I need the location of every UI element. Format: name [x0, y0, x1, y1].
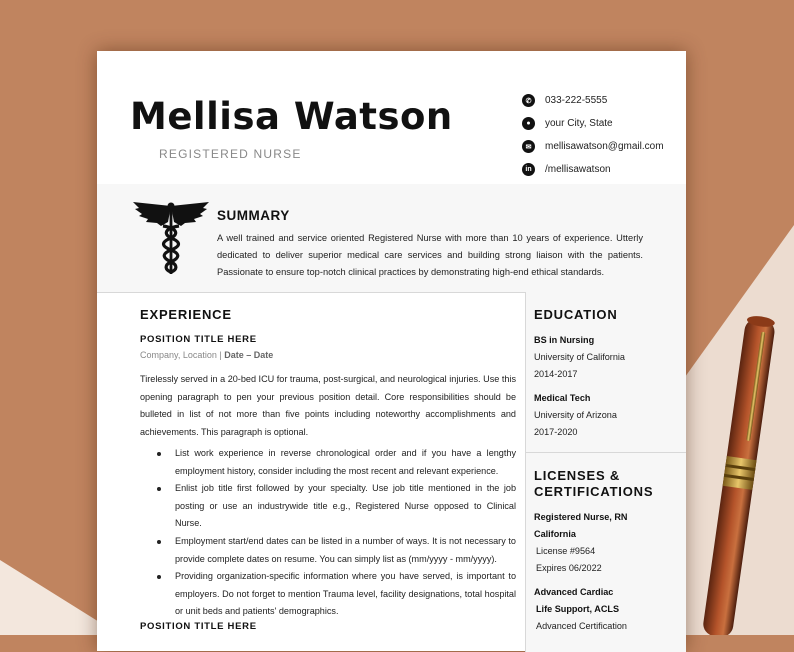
license-name-2b: Life Support, ACLS	[536, 604, 620, 614]
phone-icon: ✆	[522, 94, 535, 107]
candidate-title: REGISTERED NURSE	[159, 147, 302, 161]
location-pin-icon: ●	[522, 117, 535, 130]
summary-heading: SUMMARY	[217, 208, 290, 223]
position-title: POSITION TITLE HERE	[140, 334, 257, 345]
education-heading: EDUCATION	[534, 307, 618, 322]
linkedin-icon: in	[522, 163, 535, 176]
contact-email-text: mellisawatson@gmail.com	[545, 141, 664, 152]
date-range: Date – Date	[224, 350, 274, 360]
licenses-heading-line1: LICENSES &	[534, 468, 621, 483]
summary-text: A well trained and service oriented Registered Nurse with more than 10 years of experience. Utterly dedicated to deliver superior medical care services and building strong liaison with the patients. Passionate to ensure top-notch clinical practices by demonstrating high-end ethical standards.	[217, 233, 643, 277]
license-name-2: Advanced Cardiac	[534, 587, 614, 597]
education-degree-2: Medical Tech	[534, 393, 591, 403]
list-item: Employment start/end dates can be listed in a number of ways. It is not necessary to provide complete dates on resume. You can simply list as (mm/yyyy - mm/yyyy).	[157, 533, 516, 568]
company-text: Company, Location |	[140, 350, 225, 360]
list-item: List work experience in reverse chronological order and if you have a lengthy employment history, consider including the most recent and relevant experience.	[157, 445, 516, 480]
experience-heading: EXPERIENCE	[140, 307, 232, 322]
education-school-2: University of Arizona	[534, 410, 617, 420]
license-detail-2: Advanced Certification	[536, 621, 627, 631]
contact-phone-text: 033-222-5555	[545, 95, 608, 106]
license-expiry-1: Expires 06/2022	[536, 563, 602, 573]
list-item: Enlist job title first followed by your specialty. Use job title mentioned in the job posting or use an industrywide title e.g., Registered Nurse opposed to Clinical Nurse.	[157, 480, 516, 533]
license-name-1: Registered Nurse, RN	[534, 512, 628, 522]
licenses-heading-line2: CERTIFICATIONS	[534, 484, 654, 499]
email-icon: ✉	[522, 140, 535, 153]
license-number-1: License #9564	[536, 546, 596, 556]
education-years-2: 2017-2020	[534, 427, 578, 437]
education-years-1: 2014-2017	[534, 369, 578, 379]
experience-paragraph: Tirelessly served in a 20-bed ICU for trauma, post-surgical, and neurological injuries. Use this opening paragraph to pen your previous position detail. Core responsibilities should be bulleted in list of not more than five points including noteworthy accomplishments and achievements. This paragraph is optional.	[140, 374, 516, 437]
education-degree-1: BS in Nursing	[534, 335, 595, 345]
contact-linkedin-text: /mellisawatson	[545, 164, 611, 175]
license-state-1: California	[534, 529, 576, 539]
list-item: Providing organization-specific information where you have served, is important to employers. Do not forget to mention Trauma level, facility designations, total hospital or unit beds and patients' demographics.	[157, 568, 516, 621]
position-title-2: POSITION TITLE HERE	[140, 621, 257, 632]
candidate-name: Mellisa Watson	[130, 95, 453, 138]
contact-location-text: your City, State	[545, 118, 613, 129]
education-school-1: University of California	[534, 352, 625, 362]
